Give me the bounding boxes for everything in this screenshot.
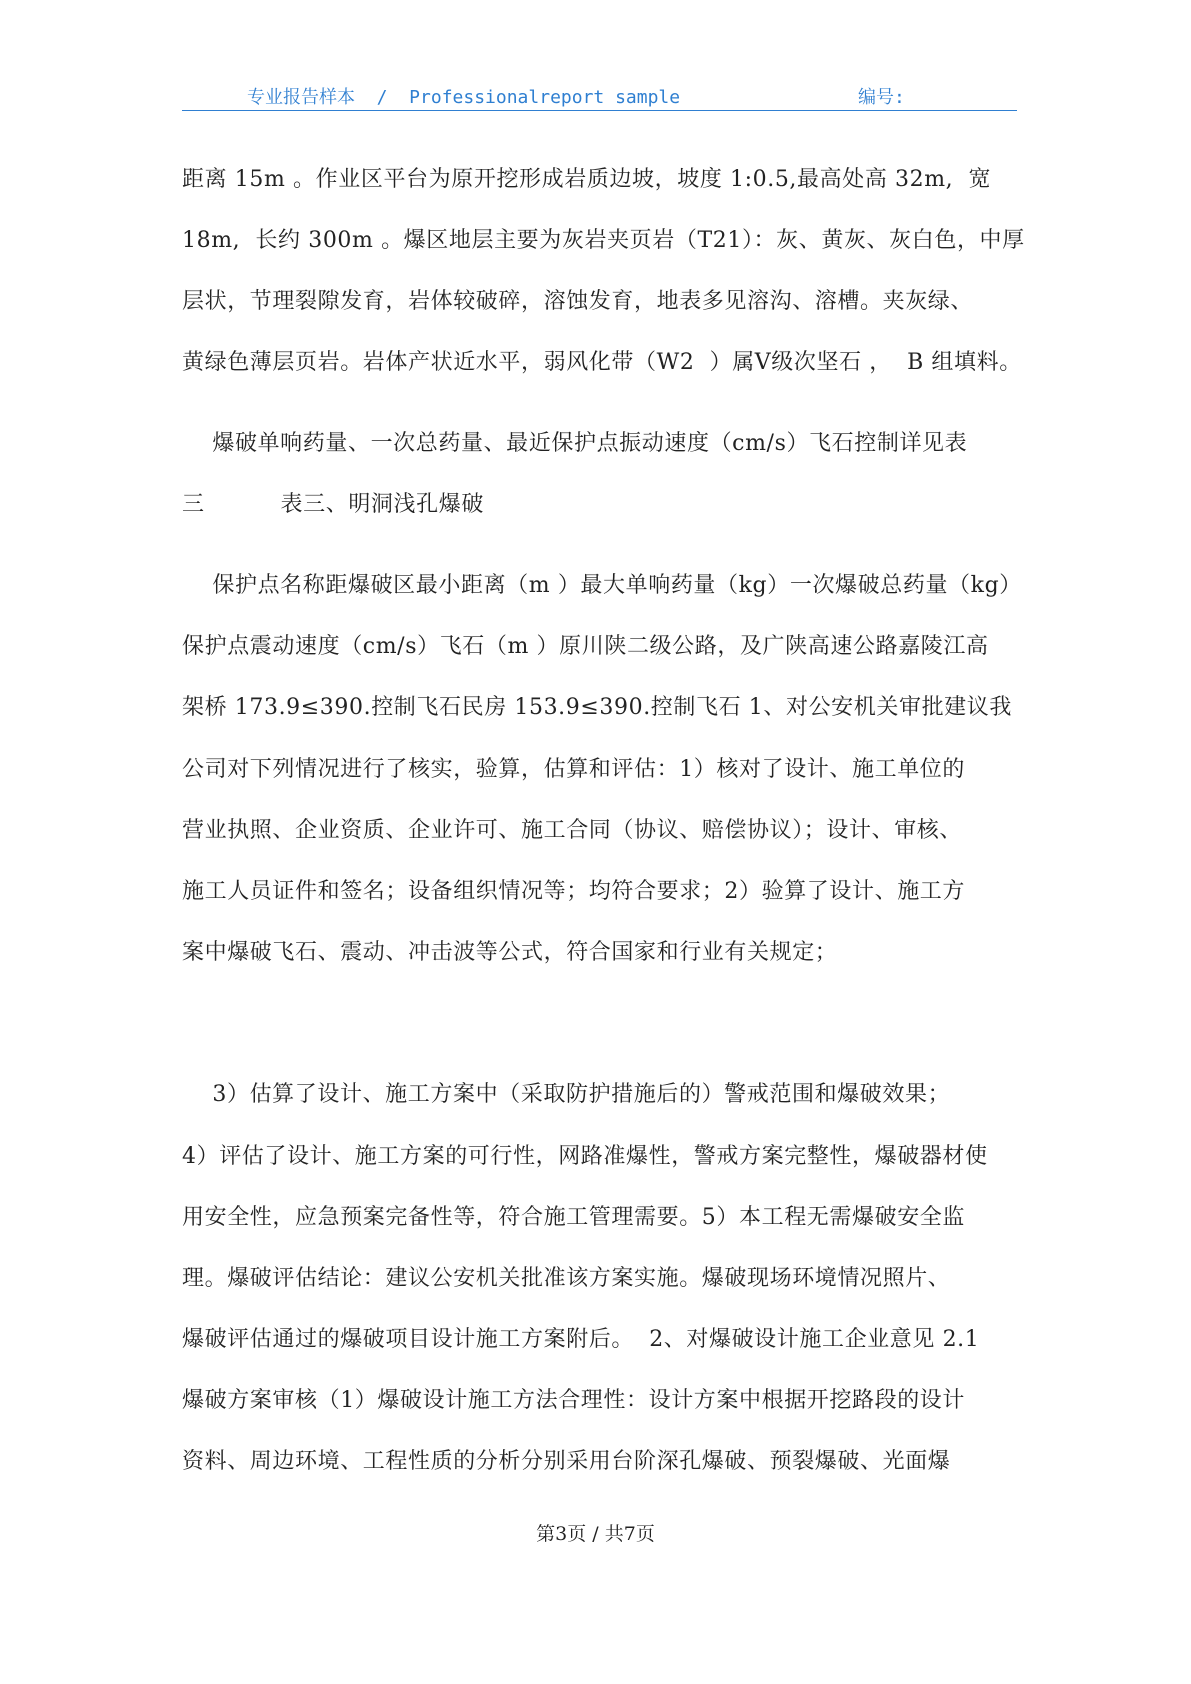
body-line: 案中爆破飞石、震动、冲击波等公式，符合国家和行业有关规定； — [182, 940, 838, 965]
body-line: 爆破单响药量、一次总药量、最近保护点振动速度（cm/s）飞石控制详见表 — [182, 431, 968, 456]
body-line: 3）估算了设计、施工方案中（采取防护措施后的）警戒范围和爆破效果； — [182, 1082, 951, 1107]
body-line: 18m, 长约 300m 。爆区地层主要为灰岩夹页岩（T21）：灰、黄灰、灰白色，中厚 — [182, 228, 1025, 253]
body-line: 资料、周边环境、工程性质的分析分别采用台阶深孔爆破、预裂爆破、光面爆 — [182, 1449, 951, 1474]
body-line: 三 表三、明洞浅孔爆破 — [182, 492, 484, 517]
body-line: 用安全性，应急预案完备性等，符合施工管理需要。5）本工程无需爆破安全监 — [182, 1205, 965, 1230]
page-number: 第3页 / 共7页 — [536, 1523, 655, 1545]
body-line: 营业执照、企业资质、企业许可、施工合同（协议、赔偿协议）；设计、审核、 — [182, 818, 963, 843]
header-number-label: 编号: — [858, 87, 905, 108]
body-line: 距离 15m 。作业区平台为原开挖形成岩质边坡，坡度 1:0.5,最高处高 32m, 宽 — [182, 167, 992, 192]
body-line: 层状，节理裂隙发育，岩体较破碎，溶蚀发育，地表多见溶沟、溶槽。夹灰绿、 — [182, 289, 974, 314]
body-line: 保护点名称距爆破区最小距离（m ）最大单响药量（kg）一次爆破总药量（kg） — [182, 573, 1022, 598]
body-line: 公司对下列情况进行了核实，验算，估算和评估：1）核对了设计、施工单位的 — [182, 757, 965, 782]
body-line: 黄绿色薄层页岩。岩体产状近水平，弱风化带（W2 ）属Ⅴ级次坚石 ， B 组填料。 — [182, 350, 1022, 375]
body-line: 理。爆破评估结论：建议公安机关批准该方案实施。爆破现场环境情况照片、 — [182, 1266, 951, 1291]
body-line: 爆破方案审核（1）爆破设计施工方法合理性：设计方案中根据开挖路段的设计 — [182, 1388, 965, 1413]
body-line: 施工人员证件和签名；设备组织情况等；均符合要求；2）验算了设计、施工方 — [182, 879, 965, 904]
header-title: 专业报告样本 / Professionalreport sample — [247, 87, 681, 108]
body-line: 架桥 173.9≤390.控制飞石民房 153.9≤390.控制飞石 1、对公安机关审批建议我 — [182, 695, 1012, 720]
page-header — [182, 86, 1017, 111]
body-line: 爆破评估通过的爆破项目设计施工方案附后。 2、对爆破设计施工企业意见 2.1 — [182, 1327, 980, 1352]
body-line: 4）评估了设计、施工方案的可行性，网路准爆性，警戒方案完整性，爆破器材使 — [182, 1144, 988, 1169]
body-line: 保护点震动速度（cm/s）飞石（m ）原川陕二级公路，及广陕高速公路嘉陵江高 — [182, 634, 989, 659]
